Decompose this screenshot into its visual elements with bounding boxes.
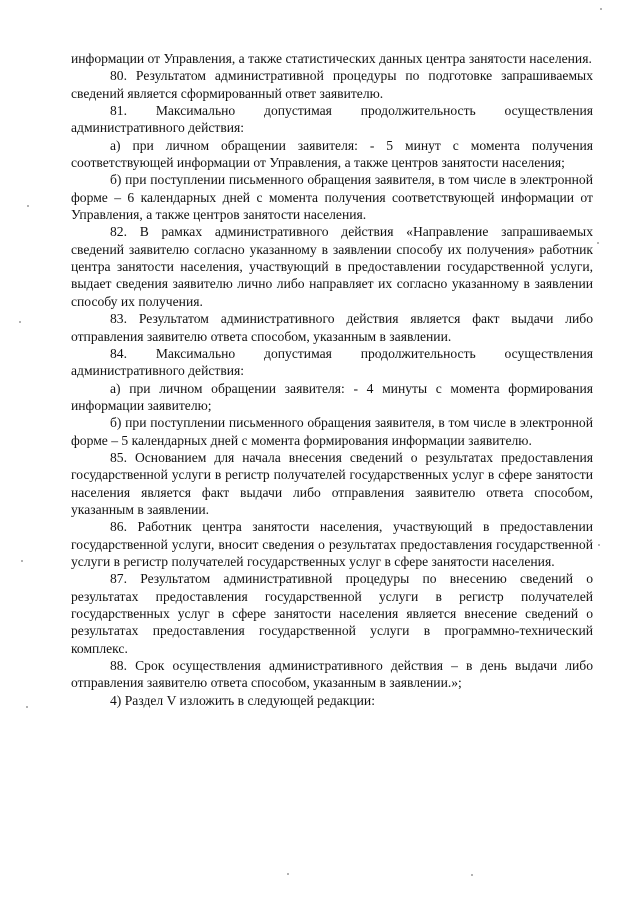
paragraph-82: 82. В рамках административного действия «Направление запрашиваемых сведений заявителю согласно указанному в заявлении способу их получения» работник центра занятости населения, участвующий в предоставлении государственной услуги, выдает сведения заявителю лично либо направляет их согласно указанному в заявлении способу их получения. bbox=[71, 224, 593, 309]
scan-speck bbox=[27, 205, 29, 207]
scan-speck bbox=[597, 242, 599, 244]
paragraph-88: 88. Срок осуществления административного действия – в день выдачи либо отправления заявителю ответа способом, указанным в заявлении.»; bbox=[71, 658, 593, 691]
scan-speck bbox=[19, 321, 21, 323]
paragraph-83: 83. Результатом административного действия является факт выдачи либо отправления заявителю ответа способом, указанным в заявлении. bbox=[71, 311, 593, 344]
document-page bbox=[71, 50, 593, 709]
paragraph-87: 87. Результатом административной процедуры по внесению сведений о результатах предоставления государственной услуги в регистр получателей государственных услуг в сфере занятости населения является внесение сведений о результатах предоставления государственной услуги в программно-технический комплекс. bbox=[71, 571, 593, 656]
paragraph-84: 84. Максимально допустимая продолжительность осуществления административного действия: bbox=[71, 345, 593, 379]
paragraph-85: 85. Основанием для начала внесения сведений о результатах предоставления государственной услуги в регистр получателей государственных услуг в сфере занятости населения является факт выдачи либо отправления заявителю ответа способом, указанным в заявлении. bbox=[71, 449, 593, 517]
paragraph-81-a: а) при личном обращении заявителя: - 5 минут с момента получения соответствующей информации от Управления, а также центров занятости населения; bbox=[71, 137, 593, 171]
paragraph-section-v: 4) Раздел V изложить в следующей редакции: bbox=[110, 692, 375, 708]
scan-speck bbox=[287, 873, 289, 875]
scan-speck bbox=[600, 8, 602, 10]
scan-speck bbox=[21, 560, 23, 562]
paragraph-81: 81. Максимально допустимая продолжительность осуществления административного действия: bbox=[71, 103, 593, 136]
paragraph-84-a: а) при личном обращении заявителя: - 4 минуты с момента формирования информации заявителю; bbox=[71, 380, 593, 413]
paragraph-81-b: б) при поступлении письменного обращения заявителя, в том числе в электронной форме – 6 календарных дней с момента получения соответствующей информации от Управления, а также центров занятости населения. bbox=[71, 172, 593, 223]
scan-speck bbox=[26, 706, 28, 708]
paragraph-84-b: б) при поступлении письменного обращения заявителя, в том числе в электронной форме – 5 календарных дней с момента формирования информации заявителю. bbox=[71, 415, 593, 448]
scan-speck bbox=[598, 544, 600, 546]
scan-speck bbox=[471, 874, 473, 876]
paragraph-80: 80. Результатом административной процедуры по подготовке запрашиваемых сведений является сформированный ответ заявителю. bbox=[71, 68, 593, 101]
paragraph-86: 86. Работник центра занятости населения, участвующий в предоставлении государственной услуги, вносит сведения о результатах предоставления государственной услуги в регистр получателей государственных услуг в сфере занятости населения. bbox=[71, 519, 593, 569]
paragraph-continuation: информации от Управления, а также статистических данных центра занятости населения. bbox=[71, 51, 592, 66]
